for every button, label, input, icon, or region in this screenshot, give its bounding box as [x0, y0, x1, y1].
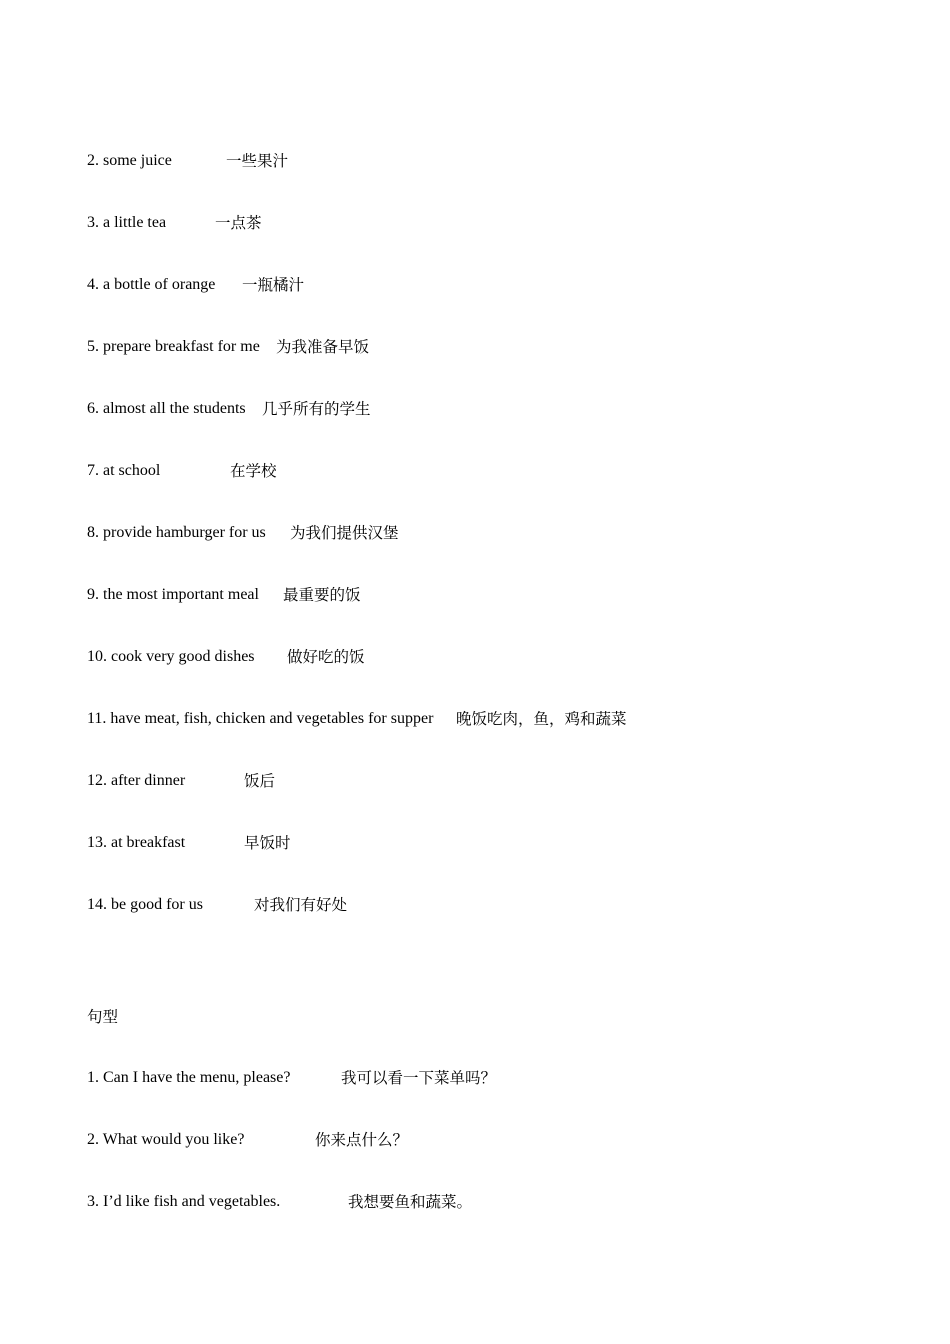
sentence-english: 3. I’d like fish and vegetables. [87, 1193, 281, 1210]
phrase-english: 11. have meat, fish, chicken and vegetables for supper [87, 710, 434, 727]
phrase-chinese: 晚饭吃肉，鱼，鸡和蔬菜 [456, 710, 627, 728]
sentence-english: 1. Can I have the menu, please? [87, 1069, 291, 1086]
phrase-item [87, 397, 371, 421]
sentence-english: 2. What would you like? [87, 1131, 245, 1148]
phrase-english: 3. a little tea [87, 214, 167, 231]
phrase-english: 8. provide hamburger for us [87, 524, 266, 541]
phrase-chinese: 早饭时 [244, 834, 291, 852]
phrase-english: 10. cook very good dishes [87, 648, 255, 665]
phrase-chinese: 对我们有好处 [254, 896, 348, 914]
phrase-english: 5. prepare breakfast for me [87, 338, 260, 355]
phrase-chinese: 一瓶橘汁 [242, 276, 305, 294]
phrase-chinese: 在学校 [230, 462, 277, 480]
phrase-item [87, 335, 370, 359]
phrase-item [87, 707, 627, 731]
phrase-english: 13. at breakfast [87, 834, 186, 851]
phrase-item [87, 149, 289, 173]
sentence-item [87, 1190, 473, 1214]
phrase-chinese: 饭后 [244, 772, 276, 790]
phrase-english: 14. be good for us [87, 896, 203, 913]
phrase-item [87, 521, 399, 545]
sentence-chinese: 我想要鱼和蔬菜。 [348, 1193, 473, 1211]
phrase-item [87, 831, 291, 855]
sentence-chinese: 你来点什么？ [315, 1131, 409, 1149]
phrase-chinese: 一点茶 [215, 214, 262, 232]
phrase-english: 2. some juice [87, 152, 172, 169]
phrase-chinese: 为我准备早饭 [276, 338, 370, 356]
phrase-english: 4. a bottle of orange [87, 276, 216, 293]
phrase-item [87, 273, 305, 297]
phrase-english: 9. the most important meal [87, 586, 259, 603]
phrase-english: 6. almost all the students [87, 400, 246, 417]
phrase-chinese: 做好吃的饭 [287, 648, 365, 666]
phrase-item [87, 893, 348, 917]
phrase-chinese: 几乎所有的学生 [262, 400, 371, 418]
phrase-english: 12. after dinner [87, 772, 186, 789]
phrase-chinese: 一些果汁 [226, 152, 289, 170]
phrase-english: 7. at school [87, 462, 161, 479]
phrase-item [87, 769, 276, 793]
phrase-item [87, 459, 277, 483]
section-heading: 句型 [87, 1008, 119, 1026]
phrase-item [87, 583, 361, 607]
phrase-chinese: 为我们提供汉堡 [290, 524, 399, 542]
sentence-item [87, 1128, 409, 1152]
phrase-item [87, 211, 262, 235]
sentence-item [87, 1066, 497, 1090]
phrase-item [87, 645, 365, 669]
phrase-chinese: 最重要的饭 [283, 586, 361, 604]
sentence-chinese: 我可以看一下菜单吗？ [341, 1069, 497, 1087]
